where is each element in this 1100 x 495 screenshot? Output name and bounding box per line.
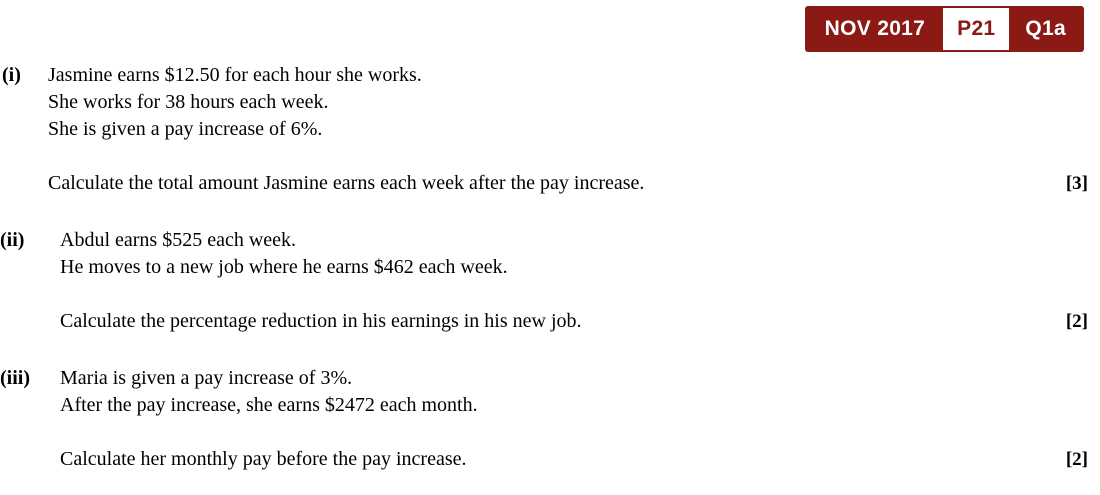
question-part-iii <box>0 365 1100 473</box>
part-label-i: (i) <box>2 64 21 86</box>
part-ii-line-1: Abdul earns $525 each week. <box>60 229 297 251</box>
question-part-i <box>0 62 1100 197</box>
part-label-iii: (iii) <box>0 367 30 389</box>
part-i-marks: [3] <box>1065 173 1088 194</box>
part-iii-line-2: After the pay increase, she earns $2472 each month. <box>60 394 478 416</box>
part-i-line-2: She works for 38 hours each week. <box>48 91 329 113</box>
part-i-instruction: Calculate the total amount Jasmine earns each week after the pay increase. <box>48 172 645 194</box>
question-content <box>0 62 1100 473</box>
question-part-ii <box>0 227 1100 335</box>
part-i-line-1: Jasmine earns $12.50 for each hour she works. <box>48 64 422 86</box>
badge-question-label: Q1a <box>1025 17 1066 40</box>
part-iii-line-1: Maria is given a pay increase of 3%. <box>60 367 353 389</box>
badge-paper-label: P21 <box>943 8 1009 50</box>
exam-reference-badge <box>805 6 1084 52</box>
part-label-ii: (ii) <box>0 229 25 251</box>
part-ii-line-2: He moves to a new job where he earns $462 each week. <box>60 256 508 278</box>
part-iii-instruction: Calculate her monthly pay before the pay increase. <box>60 448 467 470</box>
part-iii-marks: [2] <box>1065 449 1088 470</box>
badge-session-label: NOV 2017 <box>824 17 926 40</box>
part-i-line-3: She is given a pay increase of 6%. <box>48 118 323 140</box>
part-ii-marks: [2] <box>1065 311 1088 332</box>
part-ii-instruction: Calculate the percentage reduction in his earnings in his new job. <box>60 310 582 332</box>
